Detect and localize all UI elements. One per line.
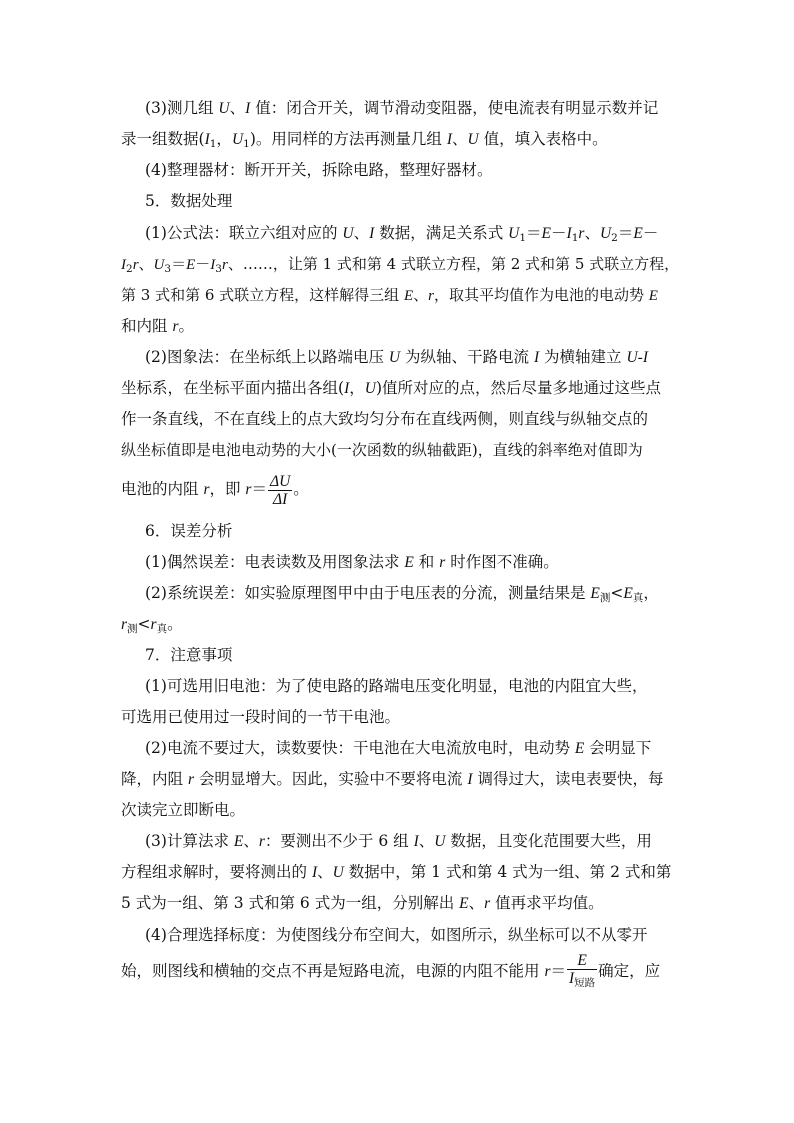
note-3-line2: 方程组求解时，要将测出的 I、U 数据中，第 1 式和第 4 式为一组、第 2 式和第: [121, 863, 672, 881]
note-2-line3: 次读完立即断电。: [121, 801, 246, 819]
formula-method-line1: (1)公式法：联立六组对应的 U、I 数据，满足关系式 $U_1=E-I_1r$、$U_2=E-$: [145, 224, 659, 244]
section-6-heading: 6．误差分析: [145, 522, 233, 540]
note-2-line2: 降，内阻 r 会明显增大。因此，实验中不要将电流 I 调得过大，读电表要快，每: [121, 770, 664, 788]
note-2-line1: (2)电流不要过大，读数要快：干电池在大电流放电时，电动势 E 会明显下: [145, 739, 652, 757]
graph-method-line2: 坐标系，在坐标平面内描出各组(I，U)值所对应的点，然后尽量多地通过这些点: [121, 379, 662, 397]
note-4-line2: 始，则图线和横轴的交点不再是短路电流，电源的内阻不能用 r＝ $\frac{E}{I_{短路}}$ 确定，应: [121, 952, 660, 992]
section-5-heading: 5．数据处理: [145, 192, 233, 210]
graph-method-line1: (2)图象法：在坐标纸上以路端电压 U 为纵轴、干路电流 I 为横轴建立 U-I: [145, 348, 649, 366]
slope-fraction: $\frac{\Delta U}{\Delta I}$: [269, 472, 291, 508]
note-1-line1: (1)可选用旧电池：为了使电路的路端电压变化明显，电池的内阻宜大些，: [145, 677, 648, 695]
formula-method-line4: 和内阻 r。: [121, 317, 194, 335]
note-3-line3: 5 式为一组、第 3 式和第 6 式为一组，分别解出 E、r 值再求平均值。: [121, 894, 604, 912]
system-error-line2: $r_测<r_真$。: [121, 615, 183, 635]
section-7-heading: 7．注意事项: [145, 646, 233, 664]
graph-method-line5: 电池的内阻 r，即 r＝ $\frac{\Delta U}{\Delta I}$ 。: [121, 472, 309, 508]
note-3-line1: (3)计算法求 E、r：要测出不少于 6 组 I、U 数据，且变化范围要大些，用: [145, 832, 652, 850]
step-3-measure-line2: 录一组数据($I_1$，$U_1$)。用同样的方法再测量几组 I、U 值，填入表格中。: [121, 130, 608, 150]
formula-method-line2: $I_2r$、$U_3=E-I_3r$、……，让第 1 式和第 4 式联立方程，第 2 式和第 5 式联立方程，: [121, 255, 680, 275]
formula-method-line3: 第 3 式和第 6 式联立方程，这样解得三组 E、r，取其平均值作为电池的电动势 E: [121, 286, 658, 304]
short-circuit-fraction: $\frac{E}{I_{短路}}$: [569, 952, 596, 989]
graph-method-line3: 作一条直线，不在直线上的点大致均匀分布在直线两侧，则直线与纵轴交点的: [121, 410, 649, 428]
note-1-line2: 可选用已使用过一段时间的一节干电池。: [121, 708, 401, 726]
step-4-cleanup: (4)整理器材：断开开关，拆除电路，整理好器材。: [145, 161, 493, 179]
step-3-measure-line1: (3)测几组 U、I 值：闭合开关，调节滑动变阻器，使电流表有明显示数并记: [145, 99, 659, 117]
note-4-line1: (4)合理选择标度：为使图线分布空间大，如图所示，纵坐标可以不从零开: [145, 926, 648, 944]
system-error-line1: (2)系统误差：如实验原理图甲中由于电压表的分流，测量结果是 $E_测<E_真$，: [145, 584, 659, 604]
random-error: (1)偶然误差：电表读数及用图象法求 E 和 r 时作图不准确。: [145, 553, 559, 571]
graph-method-line4: 纵坐标值即是电池电动势的大小(一次函数的纵轴截距)，直线的斜率绝对值即为: [121, 441, 643, 459]
